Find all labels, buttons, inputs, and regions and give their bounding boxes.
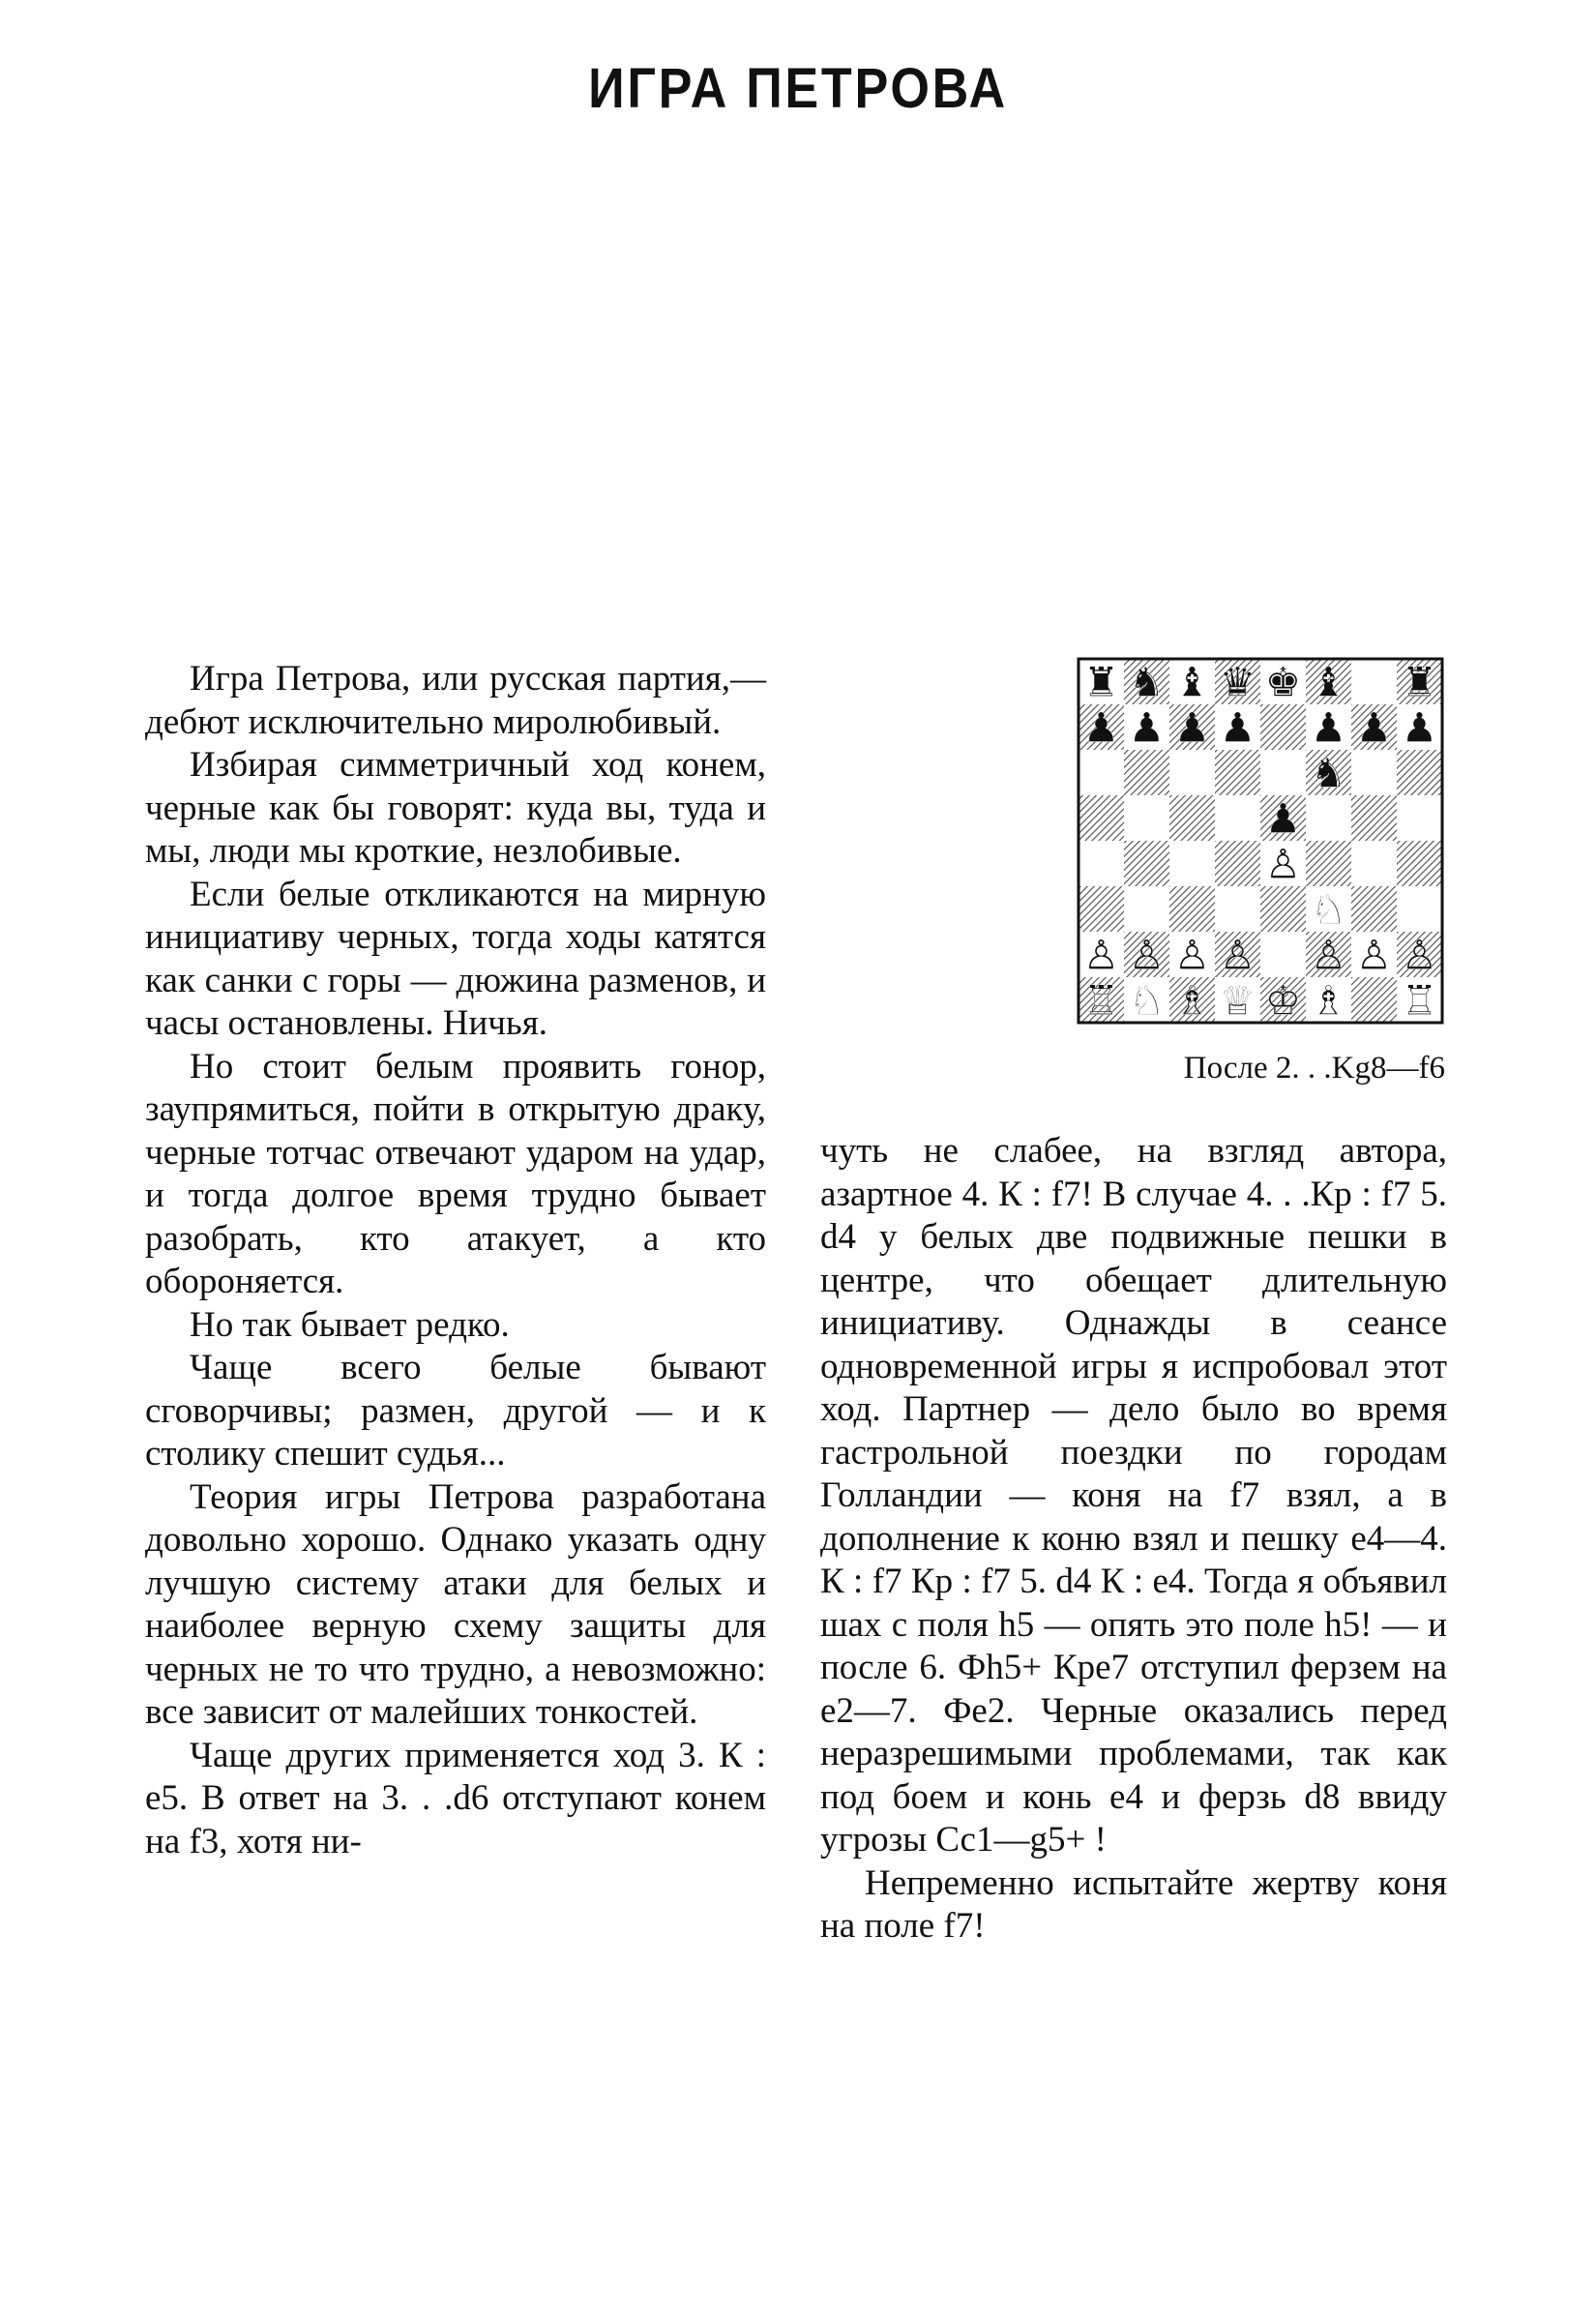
- square-d5: [1215, 795, 1260, 841]
- white-pawn-icon: ♙: [1401, 931, 1438, 979]
- square-a3: [1079, 886, 1124, 932]
- paragraph: Игра Петрова, или русская партия,— дебют исключительно миролюбивый.: [145, 659, 766, 742]
- white-bishop-icon: ♗: [1173, 976, 1211, 1025]
- black-pawn-icon: ♟: [1219, 703, 1256, 752]
- square-a4: [1079, 841, 1124, 886]
- square-g5: [1351, 795, 1397, 841]
- square-a5: [1079, 795, 1124, 841]
- square-e3: [1260, 886, 1306, 932]
- black-pawn-icon: ♟: [1173, 703, 1211, 752]
- white-king-icon: ♔: [1264, 976, 1302, 1025]
- square-b4: [1124, 841, 1169, 886]
- paragraph: чуть не слабее, на взгляд автора, азартное 4. К : f7! В случае 4. . .Кр : f7 5. d4 у белых две подвижные пешки в центре, что обещает длительную инициативу. Однажды в сеансе одновременной игры я испробовал этот ход. Партнер — дело было во время гастрольной поездки по городам Голландии — коня на f7 взял, а в дополнение к коню взял и пешку е4—4. К : f7 Кр : f7 5. d4 К : е4. Тогда я объявил шах с поля h5 — опять это поле h5! — и после 6. Фh5+ Кре7 отступил ферзем на е2—7. Фе2. Черные оказались перед неразрешимыми проблемами, так как под боем и конь е4 и ферзь d8 ввиду угрозы Сс1—g5+ !: [820, 1131, 1447, 1860]
- black-pawn-icon: ♟: [1401, 703, 1438, 752]
- square-h5: [1397, 795, 1442, 841]
- square-c5: [1169, 795, 1215, 841]
- paragraph: Непременно испытайте жертву коня на поле f7!: [820, 1862, 1447, 1946]
- white-pawn-icon: ♙: [1310, 931, 1347, 979]
- paragraph: Чаще всего белые бывают сговорчивы; размен, другой — и к столику спешит судья...: [145, 1348, 766, 1474]
- square-f4: [1306, 841, 1351, 886]
- paragraph: Избирая симметричный ход конем, черные как бы говорят: куда вы, туда и мы, люди мы кроткие, незлобивые.: [145, 745, 766, 871]
- white-queen-icon: ♕: [1219, 976, 1256, 1025]
- black-pawn-icon: ♟: [1128, 703, 1166, 752]
- white-knight-icon: ♘: [1310, 885, 1347, 934]
- black-pawn-icon: ♟: [1310, 703, 1347, 752]
- square-d4: [1215, 841, 1260, 886]
- white-pawn-icon: ♙: [1219, 931, 1256, 979]
- black-pawn-icon: ♟: [1355, 703, 1393, 752]
- black-knight-icon: ♞: [1128, 658, 1166, 706]
- black-rook-icon: ♜: [1401, 658, 1438, 706]
- square-b5: [1124, 795, 1169, 841]
- square-g1: [1351, 977, 1397, 1023]
- white-knight-icon: ♘: [1128, 976, 1166, 1025]
- paragraph: Но стоит белым проявить гонор, заупрямиться, пойти в открытую драку, черные тотчас отвечают ударом на удар, и тогда долгое время трудно бывает разобрать, кто атакует, а кто обороняется.: [145, 1046, 766, 1301]
- white-rook-icon: ♖: [1401, 976, 1438, 1025]
- square-e2: [1260, 932, 1306, 977]
- square-e6: [1260, 750, 1306, 795]
- square-a6: [1079, 750, 1124, 795]
- square-c4: [1169, 841, 1215, 886]
- square-b3: [1124, 886, 1169, 932]
- square-h6: [1397, 750, 1442, 795]
- black-pawn-icon: ♟: [1264, 794, 1302, 843]
- square-g3: [1351, 886, 1397, 932]
- white-pawn-icon: ♙: [1173, 931, 1211, 979]
- white-bishop-icon: ♗: [1310, 976, 1347, 1025]
- page-title: ИГРА ПЕТРОВА: [588, 57, 1008, 120]
- diagram-caption: После 2. . .Kg8—f6: [1183, 1051, 1445, 1086]
- black-bishop-icon: ♝: [1310, 658, 1347, 706]
- square-e7: [1260, 704, 1306, 750]
- white-pawn-icon: ♙: [1264, 840, 1302, 888]
- square-b6: [1124, 750, 1169, 795]
- square-d3: [1215, 886, 1260, 932]
- chess-board: [1077, 657, 1444, 1025]
- black-pawn-icon: ♟: [1082, 703, 1120, 752]
- white-pawn-icon: ♙: [1128, 931, 1166, 979]
- white-rook-icon: ♖: [1082, 976, 1120, 1025]
- white-pawn-icon: ♙: [1082, 931, 1120, 979]
- paragraph: Но так бывает редко.: [190, 1304, 510, 1345]
- square-c3: [1169, 886, 1215, 932]
- square-c6: [1169, 750, 1215, 795]
- chess-diagram: [1077, 657, 1444, 1025]
- black-rook-icon: ♜: [1082, 658, 1120, 706]
- square-d6: [1215, 750, 1260, 795]
- square-f5: [1306, 795, 1351, 841]
- paragraph: Теория игры Петрова разработана довольно хорошо. Однако указать одну лучшую систему атаки для белых и наиболее верную схему защиты для черных не то что трудно, а невозможно: все зависит от малейших тонкостей.: [145, 1476, 766, 1732]
- paragraph: Чаще других применяется ход 3. К : е5. В ответ на 3. . .d6 отступают конем на f3, хотя ни-: [145, 1735, 766, 1861]
- black-king-icon: ♚: [1264, 658, 1302, 706]
- black-knight-icon: ♞: [1310, 749, 1347, 797]
- square-h3: [1397, 886, 1442, 932]
- square-h4: [1397, 841, 1442, 886]
- left-column: [145, 658, 766, 1863]
- right-column: [820, 1130, 1447, 1949]
- square-g4: [1351, 841, 1397, 886]
- paragraph: Если белые откликаются на мирную инициативу черных, тогда ходы катятся как санки с горы — дюжина разменов, и часы остановлены. Ничья.: [145, 874, 766, 1043]
- white-pawn-icon: ♙: [1355, 931, 1393, 979]
- black-bishop-icon: ♝: [1173, 658, 1211, 706]
- square-g6: [1351, 750, 1397, 795]
- square-g8: [1351, 659, 1397, 704]
- black-queen-icon: ♛: [1219, 658, 1256, 706]
